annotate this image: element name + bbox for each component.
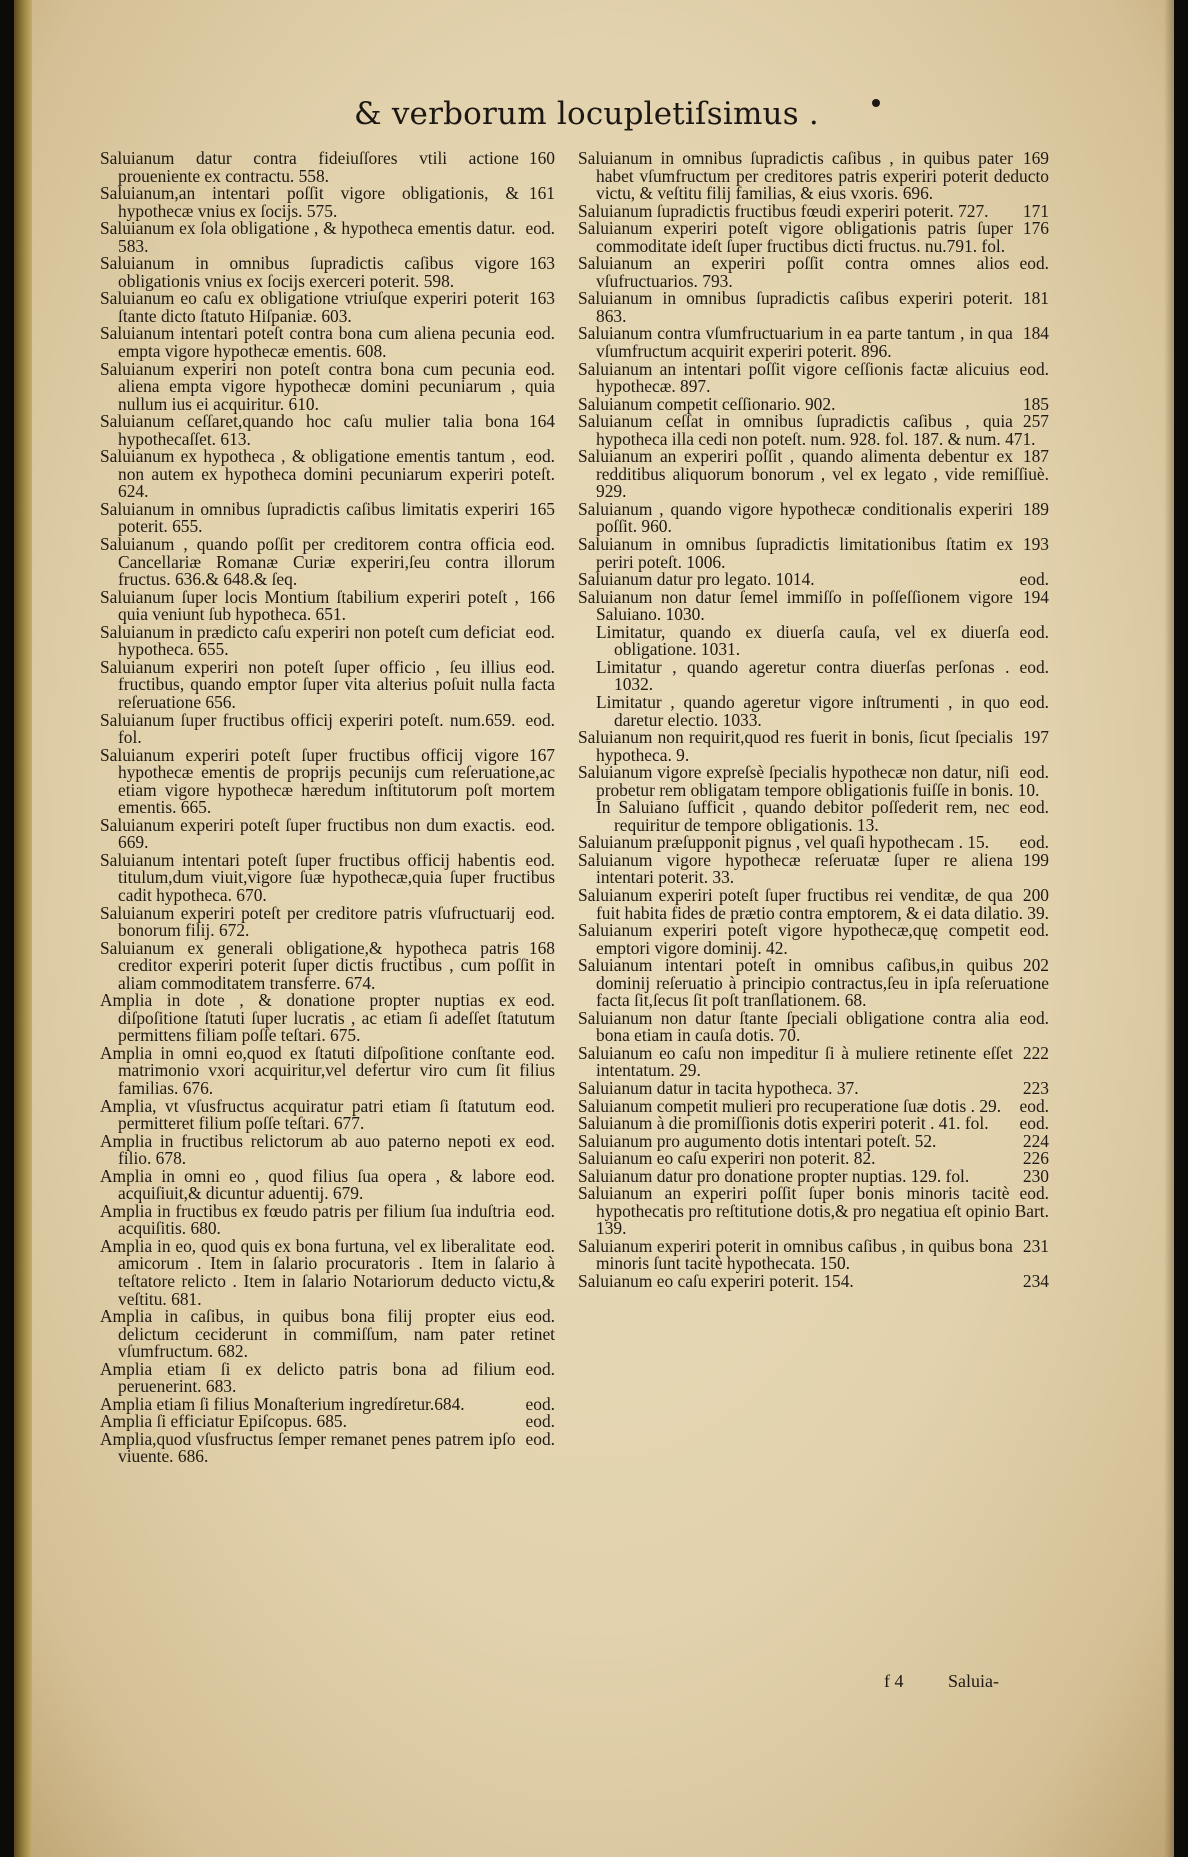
page-reference: 185: [1022, 393, 1049, 414]
page-reference: eod.: [525, 534, 555, 555]
entry-text: Limitatur , quando ageretur vigore inſtrumenti , in quo daretur electio. 1033.: [596, 691, 1010, 730]
index-entry: [578, 1185, 1049, 1238]
page-reference: eod.: [525, 1095, 555, 1116]
index-entry: [100, 656, 555, 712]
page-reference: eod.: [525, 218, 555, 239]
entry-text: Saluianum pro augumento dotis intentari poteſt. 52.: [578, 1130, 937, 1151]
index-entry: [578, 255, 1049, 290]
page-reference: 167: [528, 744, 555, 765]
index-entry: [100, 709, 555, 748]
page-reference: eod.: [525, 323, 555, 344]
index-entry: [578, 325, 1049, 360]
index-entry: [100, 1428, 555, 1467]
page-reference: 189: [1022, 498, 1049, 519]
page-reference: eod.: [1019, 832, 1049, 853]
index-entry: [578, 922, 1049, 957]
entry-text: Saluianum datur in tacita hypotheca. 37.: [578, 1077, 859, 1098]
index-entry: [578, 691, 1049, 730]
entry-text: Saluianum in omnibus ſupradictis caſibus vigore obligationis vnius ex ſocijs exerceri poterit. 598.: [100, 253, 519, 291]
entry-text: Saluianum in omnibus ſupradictis caſibus limitatis experiri poterit. 655.: [100, 498, 519, 537]
entry-text: Saluianum contra vſumfructuarium in ea parte tantum , in qua vſumfructum acquirit experiri poterit. 896.: [578, 323, 1013, 362]
entry-text: Amplia in omni eo , quod filius ſua opera , & labore acquiſiuit,& dicuntur aduentij. 679.: [100, 1165, 516, 1204]
entry-text: Amplia in fructibus relictorum ab auo paterno nepoti ex filio. 678.: [100, 1130, 516, 1169]
entry-text: Saluianum an experiri poſſit , quando alimenta debentur ex redditibus aliquorum bonorum , vel ex legato , vide remiſſiuè. 929.: [578, 446, 1049, 502]
book-page: [14, 0, 1174, 1857]
index-column-right: [578, 150, 1049, 1291]
index-entry: [578, 220, 1049, 255]
index-entry: [578, 849, 1049, 888]
entry-text: Amplia etiam ſi ex delicto patris bona ad filium peruenerint. 683.: [100, 1358, 516, 1397]
page-reference: eod.: [525, 709, 555, 730]
entry-text: Saluianum non datur ſemel immiſſo in poſſeſſionem vigore Saluiano. 1030.: [578, 586, 1013, 625]
page-reference: 168: [528, 937, 555, 958]
page-reference: eod.: [1019, 1007, 1049, 1028]
page-reference: eod.: [525, 1165, 555, 1186]
entry-text: Amplia ſi efficiatur Epiſcopus. 685.: [100, 1411, 347, 1432]
page-footer: [884, 1671, 999, 1692]
page-reference: 194: [1022, 586, 1049, 607]
page-reference: eod.: [1019, 358, 1049, 379]
entry-text: Amplia in fructibus ex fœudo patris per filium ſua induſtria acquiſitis. 680.: [100, 1200, 516, 1239]
entry-text: Saluianum non datur ſtante ſpeciali obligatione contra alia bona etiam in cauſa dotis. 70.: [578, 1007, 1010, 1046]
entry-text: Saluianum ſuper locis Montium ſtabilium experiri poteſt , quia veniunt ſub hypotheca. 651.: [100, 586, 519, 625]
entry-text: Amplia in dote , & donatione propter nuptias ex diſpoſitione ſtatuti ſuper lucratis , ac etiam ſi adeſſet ſtatutum permittens filiam poſſe teſtari. 675.: [100, 990, 555, 1046]
index-entry: [100, 358, 555, 414]
entry-text: Saluianum ex hypotheca , & obligatione ementis tantum , non autem ex hypotheca domini pecuniarum experiri poteſt. 624.: [100, 446, 555, 502]
entry-text: Amplia in omni eo,quod ex ſtatuti diſpoſitione conſtante matrimonio vxori acquiritur,vel defertur viro cum ſit filius familias. 676.: [100, 1042, 555, 1098]
page-reference: 226: [1022, 1148, 1049, 1169]
index-entry: [578, 413, 1049, 448]
page-reference: 187: [1022, 446, 1049, 467]
page-reference: 224: [1022, 1130, 1049, 1151]
page-reference: eod.: [1019, 797, 1049, 818]
entry-text: Saluianum ex generali obligatione,& hypotheca patris creditor experiri poterit ſuper dictis fructibus , cum poſſit in aliam commoditatem transferre. 674.: [100, 937, 555, 993]
index-entry: [578, 1235, 1049, 1274]
entry-text: Saluianum ceſſat in omnibus ſupradictis caſibus , quia hypotheca illa cedi non poteſt. num. 928. fol. 187. & num. 471.: [578, 411, 1036, 449]
catchword: Saluia-: [948, 1671, 999, 1691]
entry-text: Saluianum eo caſu experiri non poterit. 82.: [578, 1148, 876, 1169]
page-reference: 163: [528, 288, 555, 309]
entry-text: Saluianum , quando vigore hypothecæ conditionalis experiri poſſit. 960.: [578, 498, 1013, 537]
entry-text: Saluianum competit ceſſionario. 902.: [578, 393, 836, 414]
index-entry: [100, 536, 555, 589]
index-entry: [100, 1042, 555, 1098]
entry-text: Saluianum experiri poteſt ſuper fructibus officij vigore hypothecæ ementis de proprijs pecunijs cum reſeruatione,ac etiam vigore hypothecæ hæredum inſtitutorum poſt mortem ementis. 665.: [100, 744, 555, 818]
page-reference: 181: [1022, 288, 1049, 309]
page-reference: 200: [1022, 884, 1049, 905]
page-reference: eod.: [1019, 1095, 1049, 1116]
index-entry: [578, 1042, 1049, 1081]
index-entry: [578, 536, 1049, 571]
page-reference: eod.: [525, 1428, 555, 1449]
signature-mark: f 4: [884, 1671, 904, 1691]
entry-text: Limitatur , quando ageretur contra diuerſas perſonas . 1032.: [596, 656, 1010, 695]
index-entry: [578, 290, 1049, 325]
page-edge-shadow: [1164, 0, 1174, 1857]
entry-text: Saluianum experiri poterit in omnibus caſibus , in quibus bona minoris ſunt tacitè hypothecata. 150.: [578, 1235, 1013, 1274]
index-entry: [100, 1235, 555, 1309]
page-reference: eod.: [1019, 762, 1049, 783]
entry-text: Saluianum experiri poteſt vigore obligationis patris ſuper commoditate ideſt ſuper fructibus dicti fructus. nu.791. fol.: [578, 218, 1013, 256]
page-reference: eod.: [525, 1200, 555, 1221]
page-reference: eod.: [525, 446, 555, 467]
page-reference: eod.: [1019, 656, 1049, 677]
page-reference: eod.: [1019, 1183, 1049, 1204]
entry-text: Saluianum intentari poteſt in omnibus caſibus,in quibus dominij reſeruatio à principio contractus,ſeu in ipſa reſeruatione facta ſit,ſecus ſit poſt tranſlationem. 68.: [578, 955, 1049, 1011]
index-entry: [578, 656, 1049, 695]
page-reference: 231: [1022, 1235, 1049, 1256]
entry-text: Saluianum , quando poſſit per creditorem contra officia Cancellariæ Romanæ Curiæ experiri,ſeu contra illorum fructus. 636.& 648.& ſeq.: [100, 534, 555, 590]
page-reference: eod.: [1019, 920, 1049, 941]
entry-text: Saluianum experiri poteſt per creditore patris vſufructuarij bonorum filij. 672.: [100, 902, 516, 941]
page-reference: 161: [528, 183, 555, 204]
index-entry: [578, 1273, 1049, 1291]
page-reference: 166: [528, 586, 555, 607]
index-entry: [100, 1308, 555, 1361]
index-entry: [100, 290, 555, 325]
page-reference: 257: [1022, 411, 1049, 432]
page-reference: 223: [1022, 1077, 1049, 1098]
entry-text: Saluianum datur pro donatione propter nuptias. 129. fol.: [578, 1165, 970, 1186]
page-reference: 160: [528, 148, 555, 168]
entry-text: Saluianum eo caſu experiri poterit. 154.: [578, 1271, 854, 1291]
entry-text: Saluianum præſupponit pignus , vel quaſi hypothecam . 15.: [578, 832, 990, 853]
entry-text: Saluianum an experiri poſſit ſuper bonis minoris tacitè hypothecatis pro reſtitutione dotis,& pro negatiua eſt opinio Bart. 139.: [578, 1183, 1049, 1239]
entry-text: Limitatur, quando ex diuerſa cauſa, vel ex diuerſa obligatione. 1031.: [596, 621, 1010, 660]
index-entry: [100, 1095, 555, 1134]
page-reference: eod.: [525, 1235, 555, 1256]
index-entry: [578, 150, 1049, 203]
index-entry: [100, 1358, 555, 1397]
page-reference: eod.: [1019, 1113, 1049, 1134]
entry-text: Saluianum ex ſola obligatione , & hypotheca ementis datur. 583.: [100, 218, 516, 256]
index-entry: [100, 992, 555, 1045]
page-reference: 171: [1022, 200, 1049, 221]
index-entry: [578, 884, 1049, 923]
page-reference: eod.: [525, 1393, 555, 1414]
entry-text: Saluianum datur contra fideiuſſores vtili actione proueniente ex contractu. 558.: [100, 148, 519, 186]
page-reference: 165: [528, 498, 555, 519]
index-entry: [100, 1165, 555, 1204]
index-entry: [578, 586, 1049, 625]
entry-text: Saluianum competit mulieri pro recuperatione ſuæ dotis . 29.: [578, 1095, 1002, 1116]
entry-text: Saluianum ſuper fructibus officij experiri poteſt. num.659. fol.: [100, 709, 516, 748]
page-reference: 169: [1022, 148, 1049, 168]
page-reference: 163: [528, 253, 555, 274]
page-reference: eod.: [1019, 691, 1049, 712]
page-reference: eod.: [1019, 253, 1049, 274]
entry-text: Saluianum experiri poteſt vigore hypothecæ,quę competit emptori vigore dominij. 42.: [578, 920, 1010, 958]
index-entry: [100, 586, 555, 625]
entry-text: Saluianum intentari poteſt contra bona cum aliena pecunia empta vigore hypothecæ ementis. 608.: [100, 323, 516, 362]
index-entry: [100, 1130, 555, 1169]
page-reference: eod.: [525, 814, 555, 835]
page-reference: 164: [528, 411, 555, 432]
index-entry: [100, 1200, 555, 1239]
entry-text: Saluianum ceſſaret,quando hoc caſu mulier talia bona hypothecaſſet. 613.: [100, 411, 519, 449]
entry-text: Amplia in caſibus, in quibus bona filij propter eius delictum ceciderunt in commiſſum, nam pater retinet vſumfructum. 682.: [100, 1306, 555, 1362]
index-entry: [100, 325, 555, 360]
page-reference: 230: [1022, 1165, 1049, 1186]
index-entry: [578, 358, 1049, 397]
index-column-left: [100, 150, 555, 1466]
entry-text: Saluianum à die promiſſionis dotis experiri poterit . 41. fol.: [578, 1113, 989, 1134]
index-entry: [100, 849, 555, 905]
book-spine: [14, 0, 32, 1857]
index-entry: [578, 957, 1049, 1010]
entry-text: Saluianum,an intentari poſſit vigore obligationis, & hypothecæ vnius ex ſocijs. 575.: [100, 183, 519, 221]
page-reference: 184: [1022, 323, 1049, 344]
index-entry: [578, 1007, 1049, 1046]
index-entry: [100, 937, 555, 993]
entry-text: Saluianum datur pro legato. 1014.: [578, 569, 815, 590]
page-reference: eod.: [525, 1130, 555, 1151]
index-entry: [578, 448, 1049, 501]
ink-dot: [872, 99, 880, 107]
entry-text: Amplia in eo, quod quis ex bona furtuna, vel ex liberalitate amicorum . Item in ſalario procuratoris . Item in ſalario à teſtatore relicto . Item in ſalario Notariorum deducto victu,& veſtitu. 681.: [100, 1235, 555, 1309]
entry-text: Saluianum eo caſu ex obligatione vtriuſque experiri poterit ſtante dicto ſtatuto Hiſpaniæ. 603.: [100, 288, 519, 326]
entry-text: Saluianum experiri non poteſt ſuper officio , ſeu illius fructibus, quando emptor ſuper vita alterius poſuit nulla facta reſeruatione 656.: [100, 656, 555, 712]
page-reference: eod.: [525, 1358, 555, 1379]
index-entry: [100, 744, 555, 818]
entry-text: Amplia etiam ſi filius Monaſterium ingredíretur.684.: [100, 1393, 465, 1414]
entry-text: Saluianum experiri poteſt ſuper fructibus non dum exactis. 669.: [100, 814, 516, 853]
page-reference: eod.: [1019, 569, 1049, 590]
page-reference: eod.: [1019, 621, 1049, 642]
index-entry: [100, 814, 555, 853]
entry-text: Saluianum vigore expreſsè ſpecialis hypothecæ non datur, niſi probetur rem obligatam tempore obligationis fuiſſe in bonis. 10.: [578, 762, 1040, 800]
index-entry: [100, 902, 555, 941]
entry-text: Saluianum experiri poteſt ſuper fructibus rei venditæ, de qua fuit habita fides de prætio contra emptorem, & ei data dilatio. 39.: [578, 884, 1049, 923]
entry-text: In Saluiano ſufficit , quando debitor poſſederit rem, nec requiritur de tempore obligationis. 13.: [596, 797, 1010, 835]
index-entry: [100, 185, 555, 220]
index-entry: [578, 764, 1049, 799]
index-entry: [100, 413, 555, 448]
page-reference: eod.: [525, 902, 555, 923]
index-entry: [578, 799, 1049, 834]
index-entry: [100, 255, 555, 290]
page-reference: eod.: [525, 990, 555, 1011]
page-reference: 222: [1022, 1042, 1049, 1063]
page-reference: 197: [1022, 727, 1049, 748]
page-reference: eod.: [525, 656, 555, 677]
page-reference: 193: [1022, 534, 1049, 555]
entry-text: Saluianum in prædicto caſu experiri non poteſt cum deficiat hypotheca. 655.: [100, 621, 516, 660]
entry-text: Saluianum intentari poteſt ſuper fructibus officij habentis titulum,dum viuit,vigore ſuæ hypothecæ,quia ſuper fructibus cadit hypotheca. 670.: [100, 849, 555, 905]
page-reference: eod.: [525, 358, 555, 379]
entry-text: Saluianum in omnibus ſupradictis limitationibus ſtatim ex periri poteſt. 1006.: [578, 534, 1013, 572]
page-reference: 176: [1022, 218, 1049, 239]
page-reference: 234: [1022, 1271, 1049, 1291]
entry-text: Saluianum ſupradictis fructibus fœudi experiri poterit. 727.: [578, 200, 989, 221]
page-reference: eod.: [525, 849, 555, 870]
page-reference: eod.: [525, 1042, 555, 1063]
entry-text: Saluianum vigore hypothecæ reſeruatæ ſuper re aliena intentari poterit. 33.: [578, 849, 1013, 888]
entry-text: Saluianum non requirit,quod res fuerit in bonis, ſicut ſpecialis hypotheca. 9.: [578, 727, 1013, 765]
index-entry: [578, 621, 1049, 660]
page-reference: eod.: [525, 1306, 555, 1327]
entry-text: Amplia, vt vſusfructus acquiratur patri etiam ſi ſtatutum permitteret filium poſſe teſtari. 677.: [100, 1095, 516, 1134]
page-reference: 199: [1022, 849, 1049, 870]
page-reference: 202: [1022, 955, 1049, 976]
index-entry: [100, 448, 555, 501]
entry-text: Saluianum an intentari poſſit vigore ceſſionis factæ alicuius hypothecæ. 897.: [578, 358, 1010, 397]
index-entry: [578, 498, 1049, 537]
entry-text: Saluianum in omnibus ſupradictis caſibus experiri poterit. 863.: [578, 288, 1013, 326]
page-reference: eod.: [525, 1411, 555, 1432]
entry-text: Saluianum eo caſu non impeditur ſi à muliere retinente eſſet intentatum. 29.: [578, 1042, 1013, 1081]
entry-text: Saluianum an experiri poſſit contra omnes alios vſufructuarios. 793.: [578, 253, 1010, 291]
index-entry: [100, 150, 555, 185]
index-entry: [100, 220, 555, 255]
entry-text: Saluianum experiri non poteſt contra bona cum pecunia aliena empta vigore hypothecæ domini pecuniarum , quia nullum ius ei acquiritur. 610.: [100, 358, 555, 414]
index-entry: [100, 498, 555, 537]
entry-text: Saluianum in omnibus ſupradictis caſibus , in quibus pater habet vſumfructum per creditores patris experiri poterit deducto victu, & veſtitu filij familias, & eius vxoris. 696.: [578, 148, 1049, 204]
entry-text: Amplia,quod vſusfructus ſemper remanet penes patrem ipſo viuente. 686.: [100, 1428, 516, 1467]
index-entry: [578, 729, 1049, 764]
index-entry: [100, 621, 555, 660]
page-reference: eod.: [525, 621, 555, 642]
running-header: & verborum locupletiſsimus .: [354, 96, 819, 132]
